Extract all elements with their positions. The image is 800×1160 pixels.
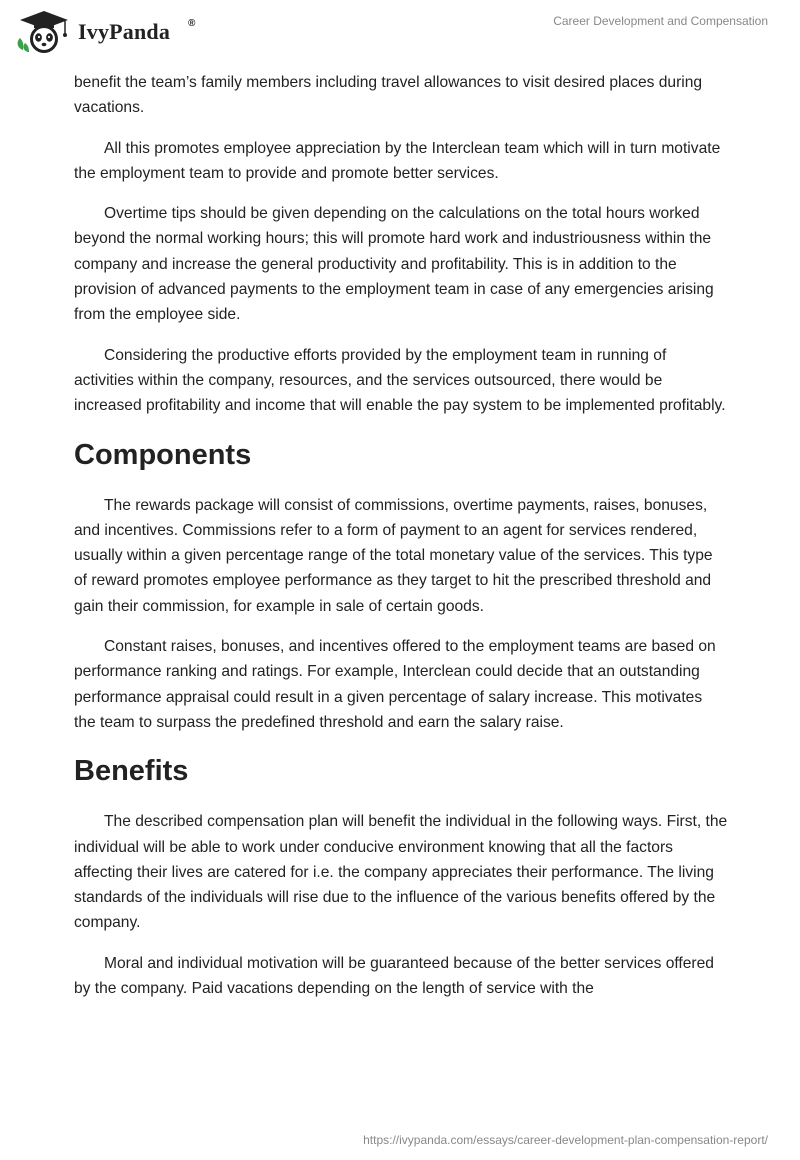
paragraph: All this promotes employee appreciation by the Interclean team which will in turn motivate the employment team to provide and promote better services.: [74, 139, 721, 182]
registered-mark: ®: [188, 18, 196, 29]
components-heading: Components: [74, 438, 252, 471]
paragraph: benefit the team’s family members including travel allowances to visit desired places during vacations.: [74, 74, 703, 117]
page-header: [0, 0, 800, 60]
paragraph: Constant raises, bonuses, and incentives offered to the employment teams are based on performance ranking and ratings. For example, Interclean could decide that an outstanding performance appraisal could result in a given percentage of salary increase. This motivates the team to surpass the predefined threshold and earn the salary raise.: [74, 638, 716, 731]
paragraph: Considering the productive efforts provided by the employment team in running of activities within the company, resources, and the services outsourced, there would be increased profitability and income that will enable the pay system to be implemented profitably.: [74, 346, 726, 415]
brand-name: IvyPanda: [78, 19, 171, 44]
paragraph: The rewards package will consist of commissions, overtime payments, raises, bonuses, and incentives. Commissions refer to a form of payment to an agent for services rendered, usually within a given percentage range of the total monetary value of the services. This type of reward promotes employee performance as they target to hit the prescribed threshold and gain their commission, for example in sale of certain goods.: [74, 496, 713, 615]
paragraph: Moral and individual motivation will be guaranteed because of the better services offered by the company. Paid vacations depending on the length of service with the: [74, 954, 714, 998]
benefits-heading: Benefits: [74, 755, 189, 788]
paragraph: The described compensation plan will benefit the individual in the following ways. First, the individual will be able to work under conducive environment knowing that all the factors affecting their lives are catered for i.e. the company appreciates their performance. The living standards of the individuals will rise due to the influence of the various benefits offered by the company.: [74, 813, 728, 932]
paragraph: Overtime tips should be given depending on the calculations on the total hours worked beyond the normal working hours; this will promote hard work and industriousness within the company and increase the general productivity and profitability. This is in addition to the provision of advanced payments to the employment team in case of any emergencies arising from the employee side.: [74, 205, 714, 324]
source-url-link[interactable]: https://ivypanda.com/essays/career-development-plan-compensation-report/: [363, 1133, 768, 1147]
panda-icon: [14, 8, 74, 54]
document-title: Career Development and Compensation: [553, 14, 768, 28]
ivypanda-logo[interactable]: [14, 8, 194, 54]
essay-body: [74, 70, 728, 1016]
